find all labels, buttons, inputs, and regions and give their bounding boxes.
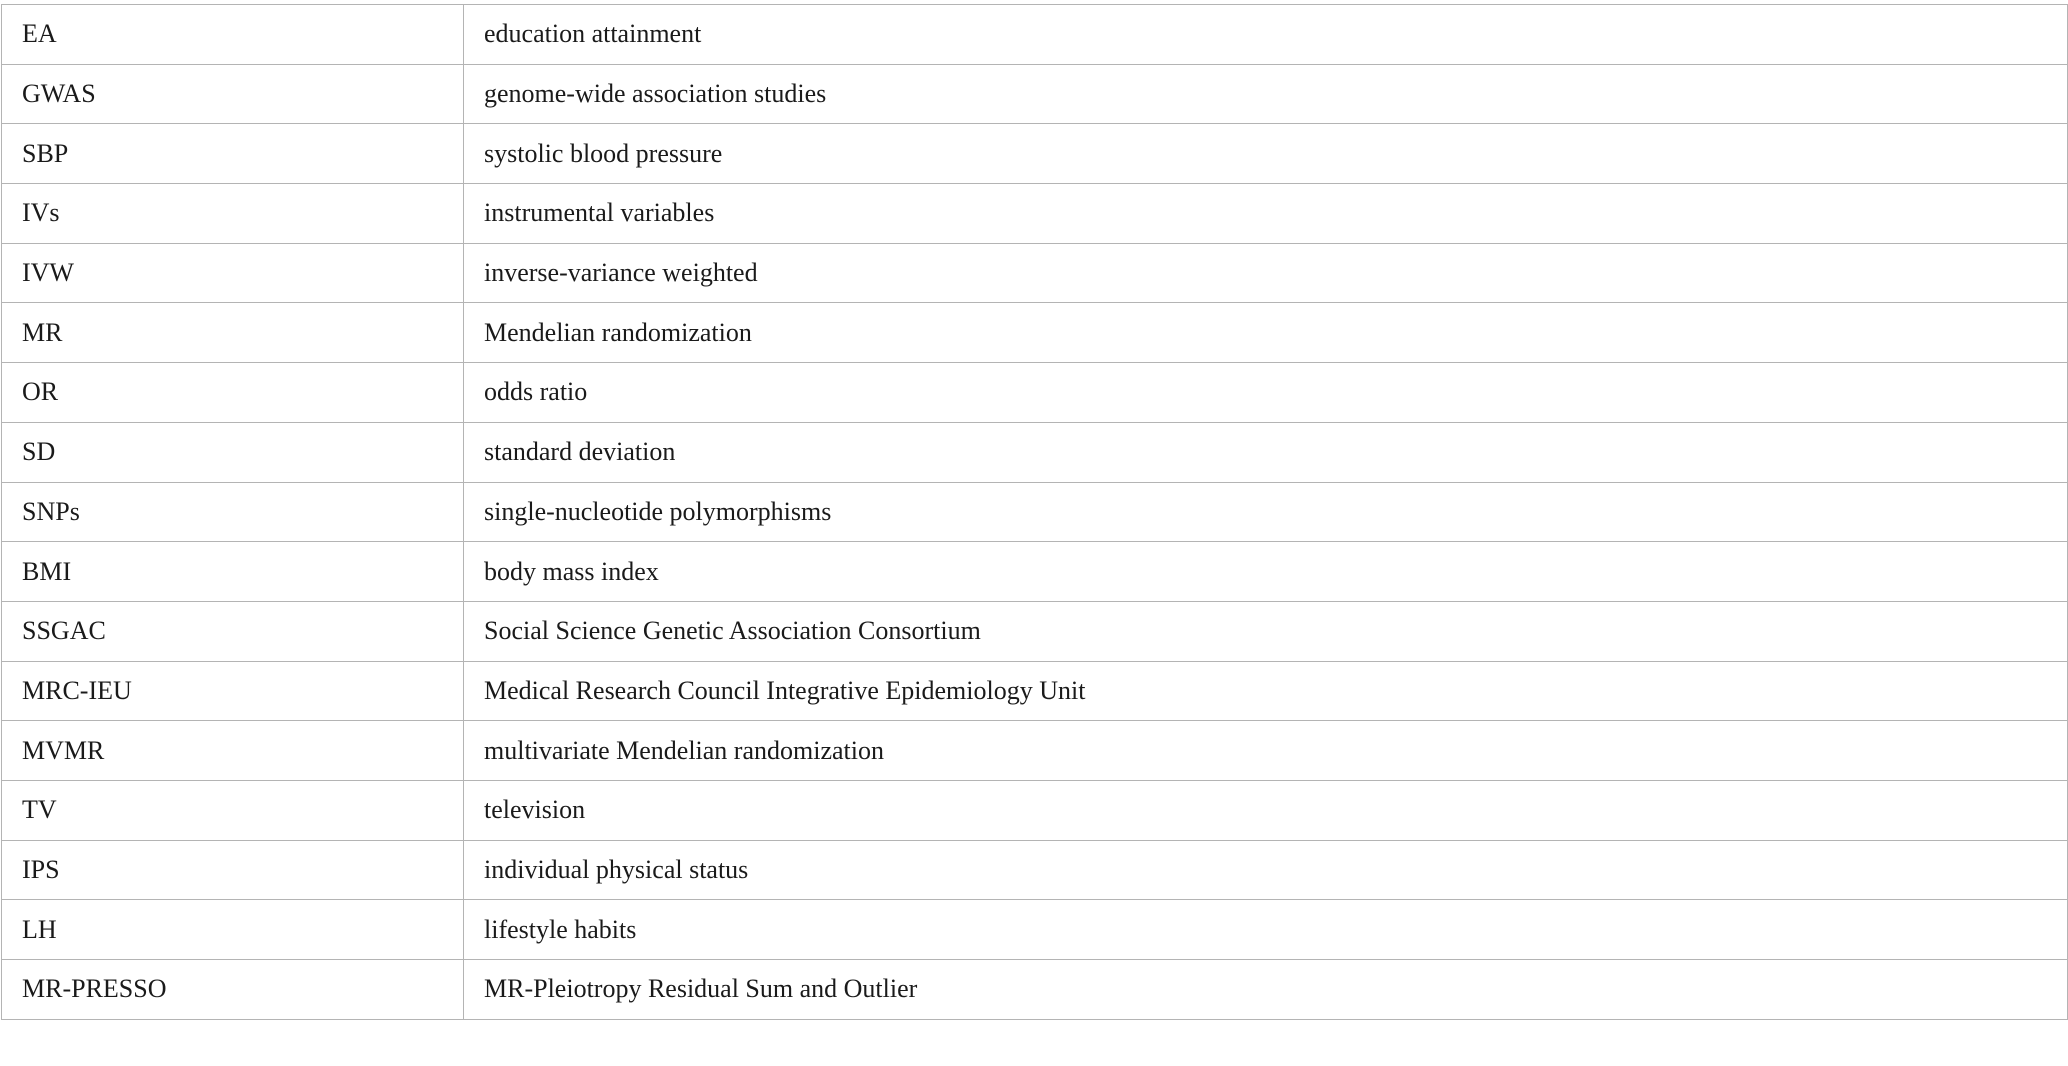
abbreviation-cell: MR (2, 303, 464, 363)
table-row (2, 721, 2068, 781)
definition-cell: Mendelian randomization (464, 303, 2068, 363)
table-row (2, 601, 2068, 661)
table-row (2, 64, 2068, 124)
table-row (2, 482, 2068, 542)
definition-cell: genome-wide association studies (464, 64, 2068, 124)
definition-cell: systolic blood pressure (464, 124, 2068, 184)
abbreviation-cell: LH (2, 900, 464, 960)
table-row (2, 960, 2068, 1020)
abbreviation-cell: IVs (2, 184, 464, 244)
table-row (2, 780, 2068, 840)
definition-cell: lifestyle habits (464, 900, 2068, 960)
abbreviation-cell: MRC-IEU (2, 661, 464, 721)
abbreviation-cell: OR (2, 363, 464, 423)
table-row (2, 840, 2068, 900)
abbreviation-cell: SBP (2, 124, 464, 184)
abbreviations-table (1, 4, 2068, 1020)
abbreviation-cell: SSGAC (2, 601, 464, 661)
abbreviation-cell: BMI (2, 542, 464, 602)
abbreviation-cell: MVMR (2, 721, 464, 781)
table-row (2, 184, 2068, 244)
definition-cell: odds ratio (464, 363, 2068, 423)
abbreviation-cell: SNPs (2, 482, 464, 542)
definition-cell: multivariate Mendelian randomization (464, 721, 2068, 781)
definition-cell: standard deviation (464, 422, 2068, 482)
abbreviation-cell: TV (2, 780, 464, 840)
definition-cell: body mass index (464, 542, 2068, 602)
table-row (2, 363, 2068, 423)
abbreviation-cell: IPS (2, 840, 464, 900)
definition-cell: inverse-variance weighted (464, 243, 2068, 303)
abbreviation-cell: EA (2, 5, 464, 65)
abbreviations-table-body (2, 5, 2068, 1020)
definition-cell: Social Science Genetic Association Consortium (464, 601, 2068, 661)
abbreviation-cell: SD (2, 422, 464, 482)
table-row (2, 124, 2068, 184)
definition-cell: MR-Pleiotropy Residual Sum and Outlier (464, 960, 2068, 1020)
table-row (2, 243, 2068, 303)
definition-cell: television (464, 780, 2068, 840)
table-row (2, 661, 2068, 721)
table-row (2, 900, 2068, 960)
abbreviation-cell: GWAS (2, 64, 464, 124)
definition-cell: instrumental variables (464, 184, 2068, 244)
table-row (2, 303, 2068, 363)
table-row (2, 422, 2068, 482)
definition-cell: single-nucleotide polymorphisms (464, 482, 2068, 542)
abbreviation-cell: MR-PRESSO (2, 960, 464, 1020)
abbreviation-cell: IVW (2, 243, 464, 303)
definition-cell: education attainment (464, 5, 2068, 65)
table-row (2, 5, 2068, 65)
definition-cell: individual physical status (464, 840, 2068, 900)
definition-cell: Medical Research Council Integrative Epidemiology Unit (464, 661, 2068, 721)
table-row (2, 542, 2068, 602)
